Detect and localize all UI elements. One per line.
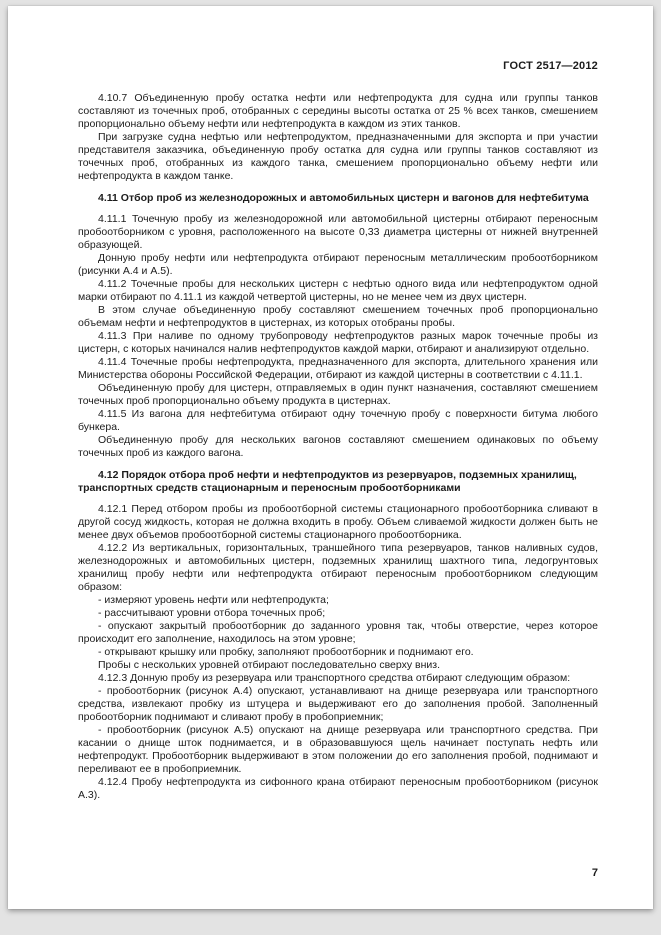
list-item: - измеряют уровень нефти или нефтепродукта; [98,594,329,606]
section-heading: 4.11 Отбор проб из железнодорожных и автомобильных цистерн и вагонов для нефтебитума [98,192,589,204]
list-item: - открывают крышку или пробку, заполняют пробоотборник и поднимают его. [98,646,474,658]
paragraph: 4.12.3 Донную пробу из резервуара или транспортного средства отбирают следующим образом: [98,672,571,684]
list-item: - пробоотборник (рисунок А.5) опускают на днище резервуара или транспортного средства. При касании о днище шток поднимается, и в образовавшуюся щель начинает поступать нефть или нефтепродукт. Пробоотборник выдерживают в этом положении до его заполнения пробой, поднимают и переливают ее в пробоприемник. [78,724,598,775]
list-item: - опускают закрытый пробоотборник до заданного уровня так, чтобы отверстие, через которое происходит его заполнение, находилось на этом уровне; [78,620,598,645]
list-item: - пробоотборник (рисунок А.4) опускают, устанавливают на днище резервуара или транспортного средства, извлекают пробку из штуцера и выдерживают его до заполнения пробой. Заполненный пробоотборник поднимают и сливают пробу в пробоприемник; [78,685,598,723]
paragraph: 4.11.5 Из вагона для нефтебитума отбирают одну точечную пробу с поверхности битума любого бункера. [78,408,598,433]
paragraph: 4.11.1 Точечную пробу из железнодорожной или автомобильной цистерны отбирают переносным пробоотборником с уровня, расположенного на высоте 0,33 диаметра цистерны от нижней внутренней образующей. [78,213,598,251]
document-footer [592,863,598,881]
paragraph: 4.11.2 Точечные пробы для нескольких цистерн с нефтью одного вида или нефтепродуктом одной марки отбирают по 4.11.1 из каждой четвертой цистерны, но не менее чем из двух цистерн. [78,278,598,303]
paragraph: Объединенную пробу для цистерн, отправляемых в один пункт назначения, составляют смешением точечных проб пропорционально объему продукта в цистернах. [78,382,598,407]
document-header [78,56,598,74]
list-item: - рассчитывают уровни отбора точечных проб; [98,607,326,619]
paragraph: Донную пробу нефти или нефтепродукта отбирают переносным металлическим пробоотборником (рисунки А.4 и А.5). [78,252,598,277]
paragraph: 4.12.4 Пробу нефтепродукта из сифонного крана отбирают переносным пробоотборником (рисунок А.3). [78,776,598,801]
document-page [8,6,653,909]
paragraph: Пробы с нескольких уровней отбирают последовательно сверху вниз. [98,659,441,671]
section-heading: 4.12 Порядок отбора проб нефти и нефтепродуктов из резервуаров, подземных хранилищ, транспортных средств стационарным и переносным пробоотборниками [78,469,577,494]
document-body [78,92,598,802]
paragraph: 4.11.4 Точечные пробы нефтепродукта, предназначенного для экспорта, длительного хранения или Министерства обороны Российской Федерации, отбирают из каждой цистерны в соответствии с 4.11.1. [78,356,598,381]
paragraph: При загрузке судна нефтью или нефтепродуктом, предназначенными для экспорта и при участии представителя заказчика, объединенную пробу остатка для судна или группы танков составляют из точечных проб, отобранных из каждого танка, смешением пропорционально объему нефти или нефтепродукта в каждом танке. [78,131,598,182]
paragraph: 4.11.3 При наливе по одному трубопроводу нефтепродуктов разных марок точечные пробы из цистерн, с которых начинался налив нефтепродуктов каждой марки, отбирают и анализируют отдельно. [78,330,598,355]
paragraph: Объединенную пробу для нескольких вагонов составляют смешением одинаковых по объему точечных проб из каждого вагона. [78,434,598,459]
paragraph: 4.12.2 Из вертикальных, горизонтальных, траншейного типа резервуаров, танков наливных судов, железнодорожных и автомобильных цистерн, подземных хранилищ шахтного типа, ледогрунтовых хранилищ пробу нефти или нефтепродукта отбирают переносным пробоотборником следующим образом: [78,542,598,593]
document-number: ГОСТ 2517—2012 [503,60,598,72]
paragraph: В этом случае объединенную пробу составляют смешением точечных проб пропорционально объемам нефти и нефтепродуктов в цистернах, из которых отобраны пробы. [78,304,598,329]
paragraph: 4.10.7 Объединенную пробу остатка нефти или нефтепродукта для судна или группы танков составляют из точечных проб, отобранных с середины высоты остатка от 25 % всех танков, смешением пропорционально объему нефти или нефтепродукта в каждом из этих танков. [78,92,598,130]
paragraph: 4.12.1 Перед отбором пробы из пробоотборной системы стационарного пробоотборника сливают в другой сосуд жидкость, которая не должна входить в пробу. Объем сливаемой жидкости должен быть не менее двух объемов пробоотборной системы стационарного пробоотборника. [78,503,598,541]
page-number: 7 [591,867,598,879]
